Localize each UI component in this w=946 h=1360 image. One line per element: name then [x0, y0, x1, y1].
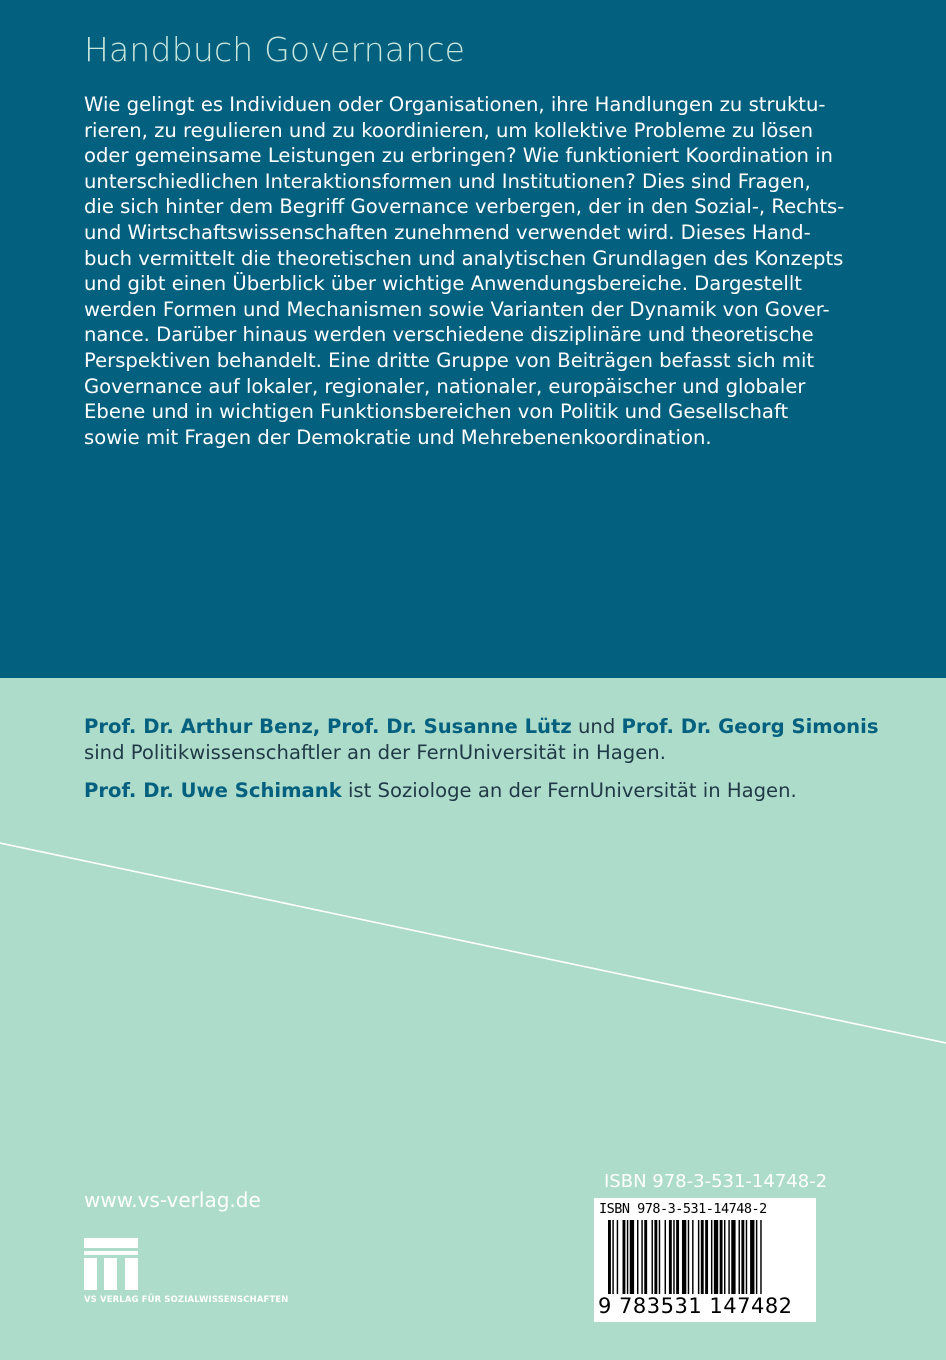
description-line: unterschiedlichen Interaktionsformen und Institutionen? Dies sind Fragen, — [84, 169, 811, 193]
publisher-logo-icon — [84, 1238, 138, 1290]
description-line: nance. Darüber hinaus werden verschiedene disziplinäre und theoretische — [84, 323, 814, 347]
barcode — [594, 1198, 816, 1322]
isbn-label: ISBN 978-3-531-14748-2 — [604, 1171, 828, 1192]
author-group-2 — [84, 778, 879, 804]
publisher-name: VS VERLAG FÜR SOZIALWISSENSCHAFTEN — [84, 1294, 289, 1304]
description-line: oder gemeinsame Leistungen zu erbringen? Wie funktioniert Koordination in — [84, 144, 833, 168]
description-line: die sich hinter dem Begriff Governance verbergen, der in den Sozial-, Rechts- — [84, 195, 845, 219]
description-line: Wie gelingt es Individuen oder Organisationen, ihre Handlungen zu struktu- — [84, 93, 826, 116]
description-line: Ebene und in wichtigen Funktionsbereichen von Politik und Gesellschaft — [84, 400, 789, 424]
description-line: Perspektiven behandelt. Eine dritte Gruppe von Beiträgen befasst sich mit — [84, 348, 815, 372]
description-line: rieren, zu regulieren und zu koordinieren, um kollektive Probleme zu lösen — [84, 118, 814, 142]
author-connector: und — [571, 715, 622, 738]
publisher-url[interactable]: www.vs-verlag.de — [84, 1188, 261, 1212]
description-line: buch vermittelt die theoretischen und analytischen Grundlagen des Konzepts — [84, 246, 844, 270]
barcode-isbn-text: ISBN 978-3-531-14748-2 — [599, 1201, 767, 1217]
barcode-digits: 9 783531 147482 — [598, 1294, 793, 1318]
description-line: und gibt einen Überblick über wichtige Anwendungsbereiche. Dargestellt — [84, 272, 802, 296]
description-line: werden Formen und Mechanismen sowie Varianten der Dynamik von Gover- — [84, 297, 830, 321]
author-info — [84, 714, 879, 804]
book-title: Handbuch Governance — [84, 30, 466, 69]
author-names: Prof. Dr. Arthur Benz, Prof. Dr. Susanne Lütz — [84, 715, 572, 738]
description-line: sowie mit Fragen der Demokratie und Mehrebenenkoordination. — [84, 425, 712, 449]
book-description — [84, 92, 845, 450]
author-name-last: Prof. Dr. Georg Simonis — [621, 715, 879, 738]
author-description: ist Soziologe an der FernUniversität in Hagen. — [341, 779, 797, 802]
author-group-1-description: sind Politikwissenschaftler an der FernUniversität in Hagen. — [84, 741, 666, 764]
author-name: Prof. Dr. Uwe Schimank — [84, 779, 342, 802]
description-line: und Wirtschaftswissenschaften zunehmend verwendet wird. Dieses Hand- — [84, 220, 811, 244]
author-group-1 — [84, 714, 879, 740]
description-line: Governance auf lokaler, regionaler, nationaler, europäischer und globaler — [84, 374, 806, 398]
